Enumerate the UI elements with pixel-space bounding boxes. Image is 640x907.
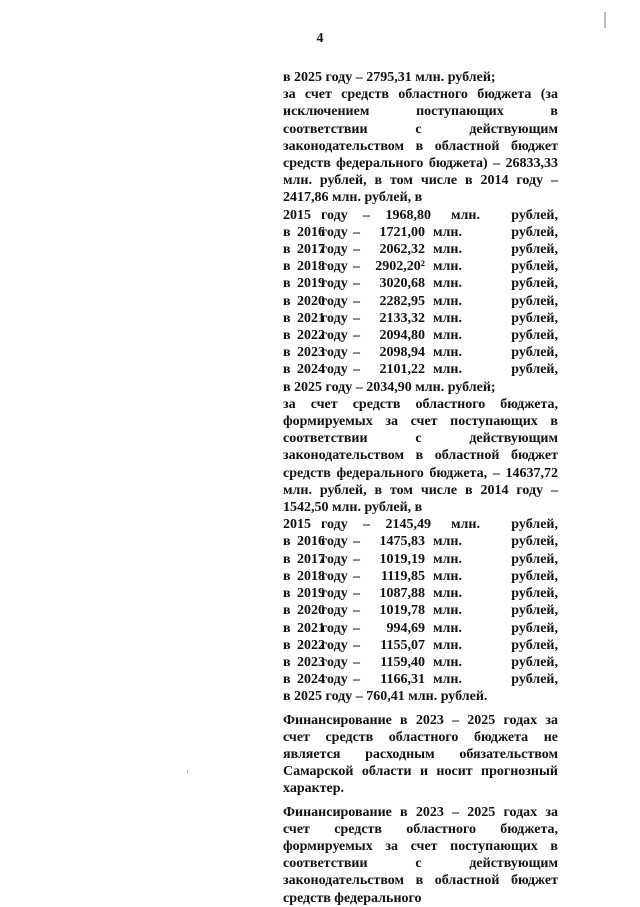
preposition: в <box>283 259 291 275</box>
dash: – <box>353 551 360 567</box>
amount: 994,69 <box>386 620 425 636</box>
year: 2019 <box>297 276 325 292</box>
currency: рублей, <box>511 620 558 636</box>
currency: рублей, <box>511 551 558 567</box>
year: 2022 <box>297 328 325 344</box>
year-word: году <box>321 551 348 567</box>
year-word: году <box>321 620 348 636</box>
year-word: году <box>321 603 348 619</box>
unit: млн. <box>433 242 462 258</box>
amount: 2101,22 <box>379 362 425 378</box>
currency: рублей, <box>511 654 558 670</box>
unit: млн. <box>433 620 462 636</box>
currency: рублей, <box>511 586 558 602</box>
amount: 1155,07 <box>380 637 425 653</box>
paragraph: за счет средств областного бюджета, формируемых за счет поступающих в соответствии с действующим законодательством в областной бюджет средств федерального бюджета, – 14637,72 млн. рублей, в том числе в 2014 году – 1542,50 млн. рублей, в <box>283 396 558 516</box>
dash: – <box>353 534 360 550</box>
currency: рублей, <box>511 328 558 344</box>
year-word: году <box>321 224 348 240</box>
dash: – <box>353 620 360 636</box>
year-row <box>283 654 558 671</box>
year-row <box>283 516 558 533</box>
year-row <box>283 585 558 602</box>
amount: 1159,40 <box>380 654 425 670</box>
dash: – <box>353 586 360 602</box>
year-word: году <box>321 637 348 653</box>
year-row <box>283 275 558 292</box>
year: 2018 <box>297 568 325 584</box>
year-word: году <box>321 276 348 292</box>
currency: рублей, <box>511 517 558 533</box>
year: 2015 <box>283 207 311 223</box>
currency: рублей, <box>511 534 558 550</box>
paragraph: за счет средств областного бюджета (за исключением поступающих в соответствии с действующим законодательством в областной бюджет средств федерального бюджета) – 26833,33 млн. рублей, в том числе в 2014 году – 2417,86 млн. рублей, в <box>283 87 558 206</box>
unit: млн. <box>433 534 462 550</box>
year-word: году <box>321 362 348 378</box>
currency: рублей, <box>511 293 558 309</box>
preposition: в <box>283 276 291 292</box>
year: 2024 <box>297 362 325 378</box>
year-row <box>283 602 558 619</box>
dash: – <box>353 637 360 653</box>
preposition: в <box>283 293 291 309</box>
year-row <box>283 551 558 568</box>
text-line: в 2025 году – 760,41 млн. рублей. <box>283 689 488 705</box>
preposition: в <box>283 586 291 602</box>
dash: – <box>353 242 360 258</box>
year-word: году <box>321 293 348 309</box>
dash: – <box>353 654 360 670</box>
currency: рублей, <box>511 207 558 223</box>
year-row <box>283 224 558 241</box>
preposition: в <box>283 224 291 240</box>
year-row <box>283 637 558 654</box>
dash: – <box>353 259 360 275</box>
unit: млн. <box>433 637 462 653</box>
dash: – <box>353 568 360 584</box>
year-word: году <box>321 654 348 670</box>
year: 2024 <box>297 672 325 688</box>
scan-mark <box>604 12 606 28</box>
year-word: году <box>321 672 348 688</box>
year-word: году <box>321 242 348 258</box>
currency: рублей, <box>511 310 558 326</box>
dash: – <box>353 276 360 292</box>
year: 2016 <box>297 224 325 240</box>
text-line: в 2025 году – 2795,31 млн. рублей; <box>283 70 496 85</box>
preposition: в <box>283 620 291 636</box>
year-word: году <box>321 310 348 326</box>
amount: 1166,31 <box>380 672 425 688</box>
unit: млн. <box>433 551 462 567</box>
year: 2020 <box>297 603 325 619</box>
currency: рублей, <box>511 568 558 584</box>
year-row <box>283 207 558 224</box>
dash: – <box>353 293 360 309</box>
unit: млн. <box>433 224 462 240</box>
year-row <box>283 327 558 344</box>
dash: – <box>353 328 360 344</box>
dash: – <box>353 310 360 326</box>
unit: млн. <box>433 672 462 688</box>
year-word: году <box>321 207 348 223</box>
unit: млн. <box>451 517 480 533</box>
year: 2019 <box>297 586 325 602</box>
year-word: году <box>321 568 348 584</box>
currency: рублей, <box>511 259 558 275</box>
preposition: в <box>283 362 291 378</box>
amount: 3020,68 <box>379 276 425 292</box>
year: 2021 <box>297 620 325 636</box>
currency: рублей, <box>511 672 558 688</box>
year-row <box>283 671 558 688</box>
preposition: в <box>283 345 291 361</box>
amount: 2282,95 <box>379 293 425 309</box>
year-word: году <box>321 517 348 533</box>
year-row <box>283 310 558 327</box>
year-row <box>283 568 558 585</box>
paragraph: Финансирование в 2023 – 2025 годах за счет средств областного бюджета не является расходным обязательством Самарской области и носит прогнозный характер. <box>283 712 558 797</box>
year: 2017 <box>297 551 325 567</box>
paragraph: Финансирование в 2023 – 2025 годах за счет средств областного бюджета, формируемых за счет поступающих в соответствии с действующим законодательством в областной бюджет средств федерального <box>283 804 558 906</box>
unit: млн. <box>433 586 462 602</box>
year-row <box>283 293 558 310</box>
amount: 1968,80 <box>385 207 431 223</box>
amount: 2098,94 <box>379 345 425 361</box>
year: 2018 <box>297 259 325 275</box>
currency: рублей, <box>511 603 558 619</box>
unit: млн. <box>433 654 462 670</box>
scan-mark <box>187 770 188 773</box>
year-row <box>283 533 558 550</box>
amount: 2133,32 <box>379 310 425 326</box>
page-number: 4 <box>316 31 324 46</box>
year: 2015 <box>283 517 311 533</box>
currency: рублей, <box>511 242 558 258</box>
unit: млн. <box>433 568 462 584</box>
amount: 1087,88 <box>379 586 425 602</box>
amount: 1475,83 <box>379 534 425 550</box>
unit: млн. <box>433 362 462 378</box>
unit: млн. <box>433 293 462 309</box>
dash: – <box>363 207 370 223</box>
year-row <box>283 241 558 258</box>
year-row <box>283 344 558 361</box>
text-line: в 2025 году – 2034,90 млн. рублей; <box>283 379 496 395</box>
year: 2020 <box>297 293 325 309</box>
currency: рублей, <box>511 362 558 378</box>
unit: млн. <box>433 276 462 292</box>
year: 2023 <box>297 345 325 361</box>
year-word: году <box>321 345 348 361</box>
amount: 2062,32 <box>379 242 425 258</box>
year-word: году <box>321 328 348 344</box>
unit: млн. <box>433 603 462 619</box>
year: 2017 <box>297 242 325 258</box>
year-word: году <box>321 586 348 602</box>
amount: 1019,19 <box>379 551 425 567</box>
currency: рублей, <box>511 637 558 653</box>
unit: млн. <box>433 259 462 275</box>
year: 2016 <box>297 534 325 550</box>
currency: рублей, <box>511 224 558 240</box>
preposition: в <box>283 328 291 344</box>
preposition: в <box>283 603 291 619</box>
preposition: в <box>283 534 291 550</box>
preposition: в <box>283 568 291 584</box>
year: 2022 <box>297 637 325 653</box>
amount: 1721,00 <box>379 224 425 240</box>
unit: млн. <box>451 207 480 223</box>
dash: – <box>353 603 360 619</box>
unit: млн. <box>433 328 462 344</box>
currency: рублей, <box>511 345 558 361</box>
amount: 2145,49 <box>385 517 431 533</box>
dash: – <box>353 345 360 361</box>
preposition: в <box>283 242 291 258</box>
amount: 2094,80 <box>379 328 425 344</box>
year: 2021 <box>297 310 325 326</box>
year-word: году <box>321 259 348 275</box>
preposition: в <box>283 637 291 653</box>
year-row <box>283 258 558 275</box>
year-row <box>283 361 558 378</box>
preposition: в <box>283 672 291 688</box>
currency: рублей, <box>511 276 558 292</box>
preposition: в <box>283 654 291 670</box>
unit: млн. <box>433 345 462 361</box>
dash: – <box>353 362 360 378</box>
year: 2023 <box>297 654 325 670</box>
preposition: в <box>283 310 291 326</box>
year-row <box>283 620 558 637</box>
preposition: в <box>283 551 291 567</box>
dash: – <box>353 224 360 240</box>
amount: 2902,20² <box>375 259 425 275</box>
amount: 1119,85 <box>381 568 425 584</box>
year-word: году <box>321 534 348 550</box>
dash: – <box>363 517 370 533</box>
document-body <box>283 69 558 907</box>
unit: млн. <box>433 310 462 326</box>
amount: 1019,78 <box>379 603 425 619</box>
dash: – <box>353 672 360 688</box>
